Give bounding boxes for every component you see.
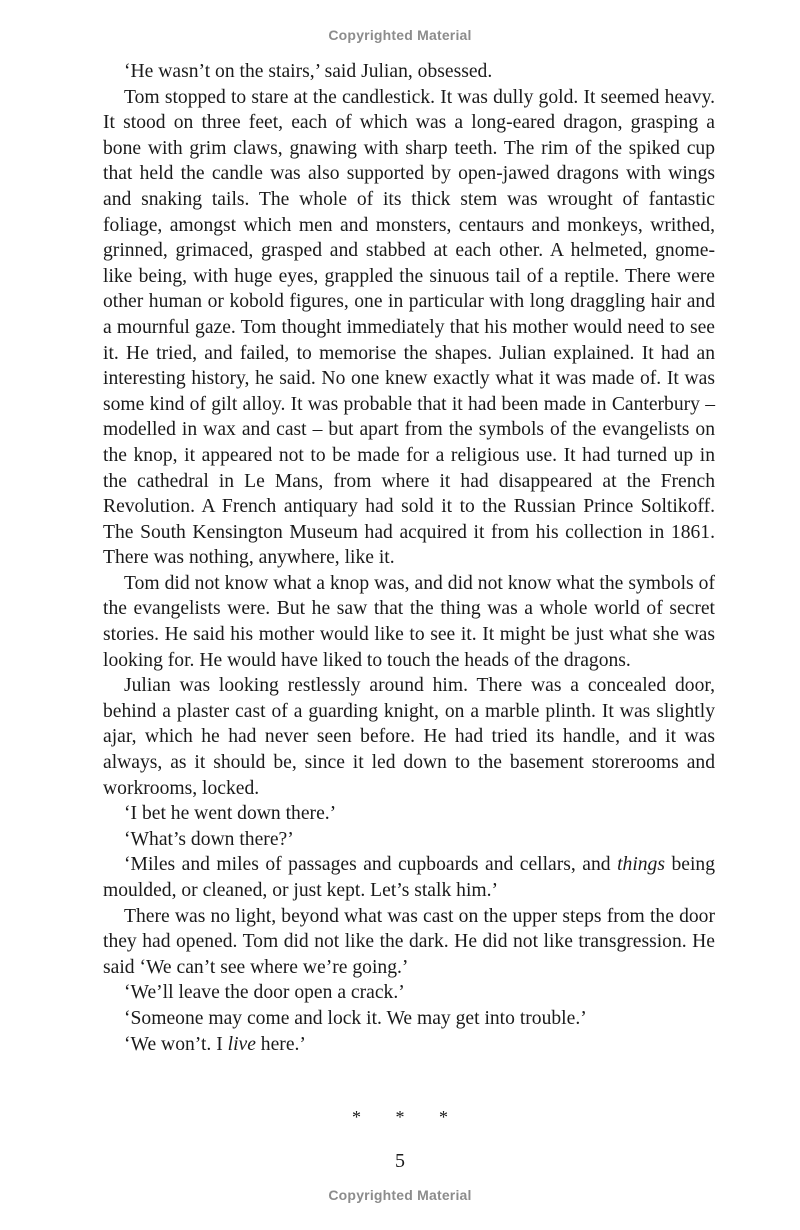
italic-text: live — [227, 1033, 256, 1055]
paragraph — [103, 904, 715, 981]
page-number: 5 — [395, 1150, 405, 1172]
text-run: Tom did not know what a knop was, and did not know what the symbols of the evangelists were. But he saw that the thing was a whole world of secret stories. He said his mother would like to see it. It might be just what she was looking for. He would have liked to touch the heads of the dragons. — [103, 572, 715, 671]
text-run: There was no light, beyond what was cast on the upper steps from the door they had opened. Tom did not like the dark. He did not like transgression. He said ‘We can’t see where we’re going.’ — [103, 905, 715, 978]
copyright-watermark-bottom: Copyrighted Material — [328, 1187, 472, 1203]
text-run: here.’ — [255, 1033, 306, 1055]
text-run: ‘We’ll leave the door open a crack.’ — [124, 982, 405, 1004]
text-run: ‘He wasn’t on the stairs,’ said Julian, obsessed. — [124, 61, 493, 82]
paragraph — [103, 673, 715, 801]
paragraph — [103, 1006, 715, 1032]
section-break: * * * — [352, 1107, 448, 1127]
text-run: ‘We won’t. I — [124, 1033, 228, 1055]
italic-text: things — [617, 854, 665, 876]
paragraph — [103, 1032, 715, 1058]
body-text — [103, 59, 715, 1057]
paragraph — [103, 852, 715, 903]
paragraph — [103, 59, 715, 85]
text-run: Julian was looking restlessly around him. There was a concealed door, behind a plaster cast of a guarding knight, on a marble plinth. It was slightly ajar, which he had never seen before. He had tried its handle, and it was always, as it should be, since it led down to the basement storerooms and workrooms, locked. — [103, 675, 715, 799]
paragraph — [103, 980, 715, 1006]
text-run: ‘Someone may come and lock it. We may get into trouble.’ — [124, 1007, 587, 1029]
paragraph — [103, 801, 715, 827]
paragraph — [103, 571, 715, 673]
text-run: Tom stopped to stare at the candlestick. It was dully gold. It seemed heavy. It stood on three feet, each of which was a long-eared dragon, grasping a bone with grim claws, gnawing with sharp teeth. The rim of the spiked cup that held the candle was also supported by open-jawed dragons with wings and snaking tails. The whole of its thick stem was wrought of fantastic foliage, amongst which men and monsters, centaurs and monkeys, writhed, grinned, grimaced, grasped and stabbed at each other. A helmeted, gnome-like being, with huge eyes, grappled the sinuous tail of a reptile. There were other human or kobold figures, one in particular with long draggling hair and a mournful gaze. Tom thought immediately that his mother would need to see it. He tried, and failed, to memorise the shapes. Julian explained. It had an interesting history, he said. No one knew exactly what it was made of. It was some kind of gilt alloy. It was probable that it had been made in Canterbury – modelled in wax and cast – but apart from the symbols of the evangelists on the knop, it appeared not to be made for a religious use. It had turned up in the cathedral in Le Mans, from where it had disappeared at the French Revolution. A French antiquary had sold it to the Russian Prince Soltikoff. The South Kensington Museum had acquired it from his collection in 1861. There was nothing, anywhere, like it. — [103, 86, 715, 569]
paragraph — [103, 827, 715, 853]
text-run: being moulded, or cleaned, or just kept. Let’s stalk him.’ — [103, 854, 716, 901]
text-run: ‘Miles and miles of passages and cupboards and cellars, and — [124, 854, 618, 876]
text-run: ‘I bet he went down there.’ — [124, 803, 337, 825]
text-run: ‘What’s down there?’ — [124, 828, 294, 850]
paragraph — [103, 85, 715, 571]
copyright-watermark-top: Copyrighted Material — [328, 27, 472, 43]
